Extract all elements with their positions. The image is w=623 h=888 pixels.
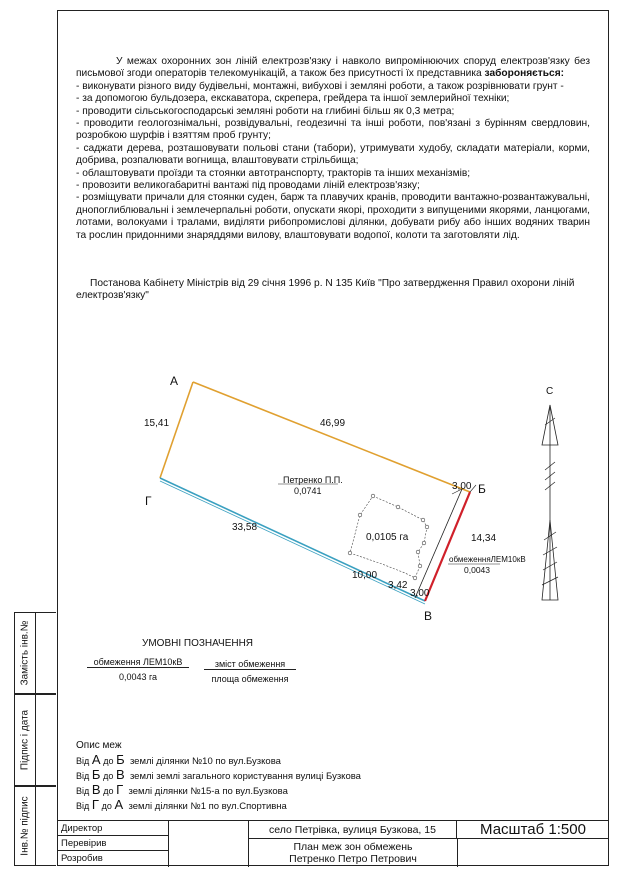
- north-arrow: [542, 405, 558, 600]
- inner-area: 0,0105 га: [366, 532, 409, 543]
- dim-bottom: 33,58: [232, 522, 258, 533]
- dim-v-short: 3,00: [410, 588, 430, 599]
- prohibition-item: - проводити сільськогосподарські земляні роботи на глибині більш як 0,3 метра;: [76, 105, 455, 117]
- boundary-b-v: [425, 492, 470, 601]
- dim-b-short: 3,00: [452, 481, 472, 492]
- dim-top: 46,99: [320, 418, 346, 429]
- prohibition-item: - виконувати різного виду будівельні, монтажні, вибухові і земляні роботи, а також розрівнювати грунт -: [76, 80, 564, 92]
- vertex-v: В: [424, 609, 433, 623]
- dim-left: 15,41: [144, 418, 170, 429]
- prohibitions-heading: забороняється:: [484, 68, 565, 80]
- legend-desc-area: площа обмеження: [211, 674, 289, 684]
- title-owner: Петренко Петро Петрович: [289, 853, 417, 865]
- legend-sample-name: обмеження ЛЕМ10кВ: [87, 657, 189, 668]
- dim-right: 14,34: [471, 533, 497, 544]
- vertex-g: Г: [145, 494, 152, 508]
- checked-label: Перевірив: [57, 836, 169, 851]
- legend-sample-area: 0,0043 га: [118, 672, 158, 682]
- vertex-b: Б: [478, 482, 486, 496]
- prohibition-item: - провозити великогабаритні вантажі під проводами ліній електрозв'язку;: [76, 180, 420, 192]
- prohibition-item: - проводити геологознімальні, розвідувальні, геодезичні та інші роботи, пов'язані з бурінням свердловин, розробкою шурфів і взяттям проб грунту;: [76, 118, 590, 142]
- legend-desc-name: зміст обмеження: [204, 659, 296, 670]
- restriction-label: обмеженняЛЕМ10кВ: [449, 555, 526, 564]
- prohibition-item: - розміщувати причали для стоянки суден, барж та плавучих кранів, проводити вантажно-розвантажувальні, днопоглиблювальні і землечерпальні роботи, опускати якорі, проходити з випущеними якорями, ланцюгами, лотами, волокуами і тралами, виділяти рибопромислові ділянки, добувати рибу або інших водяних тварин та рослин придонними знаряддями вилову, влаштовувати водопої, колоти та заготовляти лід.: [76, 192, 590, 241]
- scale: Масштаб 1:500: [457, 821, 609, 839]
- address: село Петрівка, вулиця Бузкова, 15: [249, 821, 457, 839]
- borders-title: Опис меж: [76, 740, 122, 751]
- border-row: Від Г до А землі ділянки №1 по вул.Спортивна: [76, 797, 287, 812]
- dim-zone-bottom: 10,00: [352, 570, 378, 581]
- prohibition-item: - облаштовувати проїзди та стоянки автотранспорту, тракторів та інших механізмів;: [76, 167, 471, 179]
- developed-label: Розробив: [57, 851, 169, 867]
- decree-reference: Постанова Кабінету Міністрів від 29 січня 1996 р. N 135 Київ "Про затвердження Правил охорони ліній електрозв'язку": [76, 278, 575, 302]
- prohibitions-intro: У межах охоронних зон ліній електрозв'язку і навколо випромінюючих споруд електрозв'язку без письмової згоди операторів телекомунікацій, а також без присутності їх представника: [76, 56, 590, 80]
- prohibition-item: - саджати дерева, розташовувати польові стани (табори), утримувати худобу, складати матеріали, корми, добрива, розпалювати вогнища, влаштовувати стрільбища;: [76, 142, 590, 167]
- dim-zone-small: 3,42: [388, 580, 408, 591]
- title-block: [57, 820, 609, 867]
- stamp-inv: Інв.№ підпис: [14, 786, 56, 866]
- owner-area: 0,0741: [294, 486, 322, 496]
- director-label: Директор: [57, 821, 169, 836]
- north-label: С: [546, 386, 554, 397]
- border-row: Від В до Г землі ділянки №15-а по вул.Бузкова: [76, 782, 288, 797]
- legend-title: УМОВНІ ПОЗНАЧЕННЯ: [142, 638, 254, 649]
- boundary-g-a: [160, 382, 193, 478]
- owner-label: Петренко П.П.: [283, 475, 343, 485]
- plan-title: План меж зон обмежень: [293, 841, 413, 853]
- border-row: Від А до Б землі ділянки №10 по вул.Бузкова: [76, 752, 281, 767]
- stamp-pidpys: Підпис і дата: [14, 694, 56, 786]
- vertex-a: А: [170, 374, 179, 388]
- prohibition-item: - за допомогою бульдозера, екскаватора, скрепера, грейдера та іншої землерийної техніки;: [76, 93, 510, 105]
- border-row: Від Б до В землі землі загального користування вулиці Бузкова: [76, 767, 361, 782]
- restriction-area: 0,0043: [464, 565, 490, 575]
- stamp-zamist: Замість інв.№: [14, 612, 56, 694]
